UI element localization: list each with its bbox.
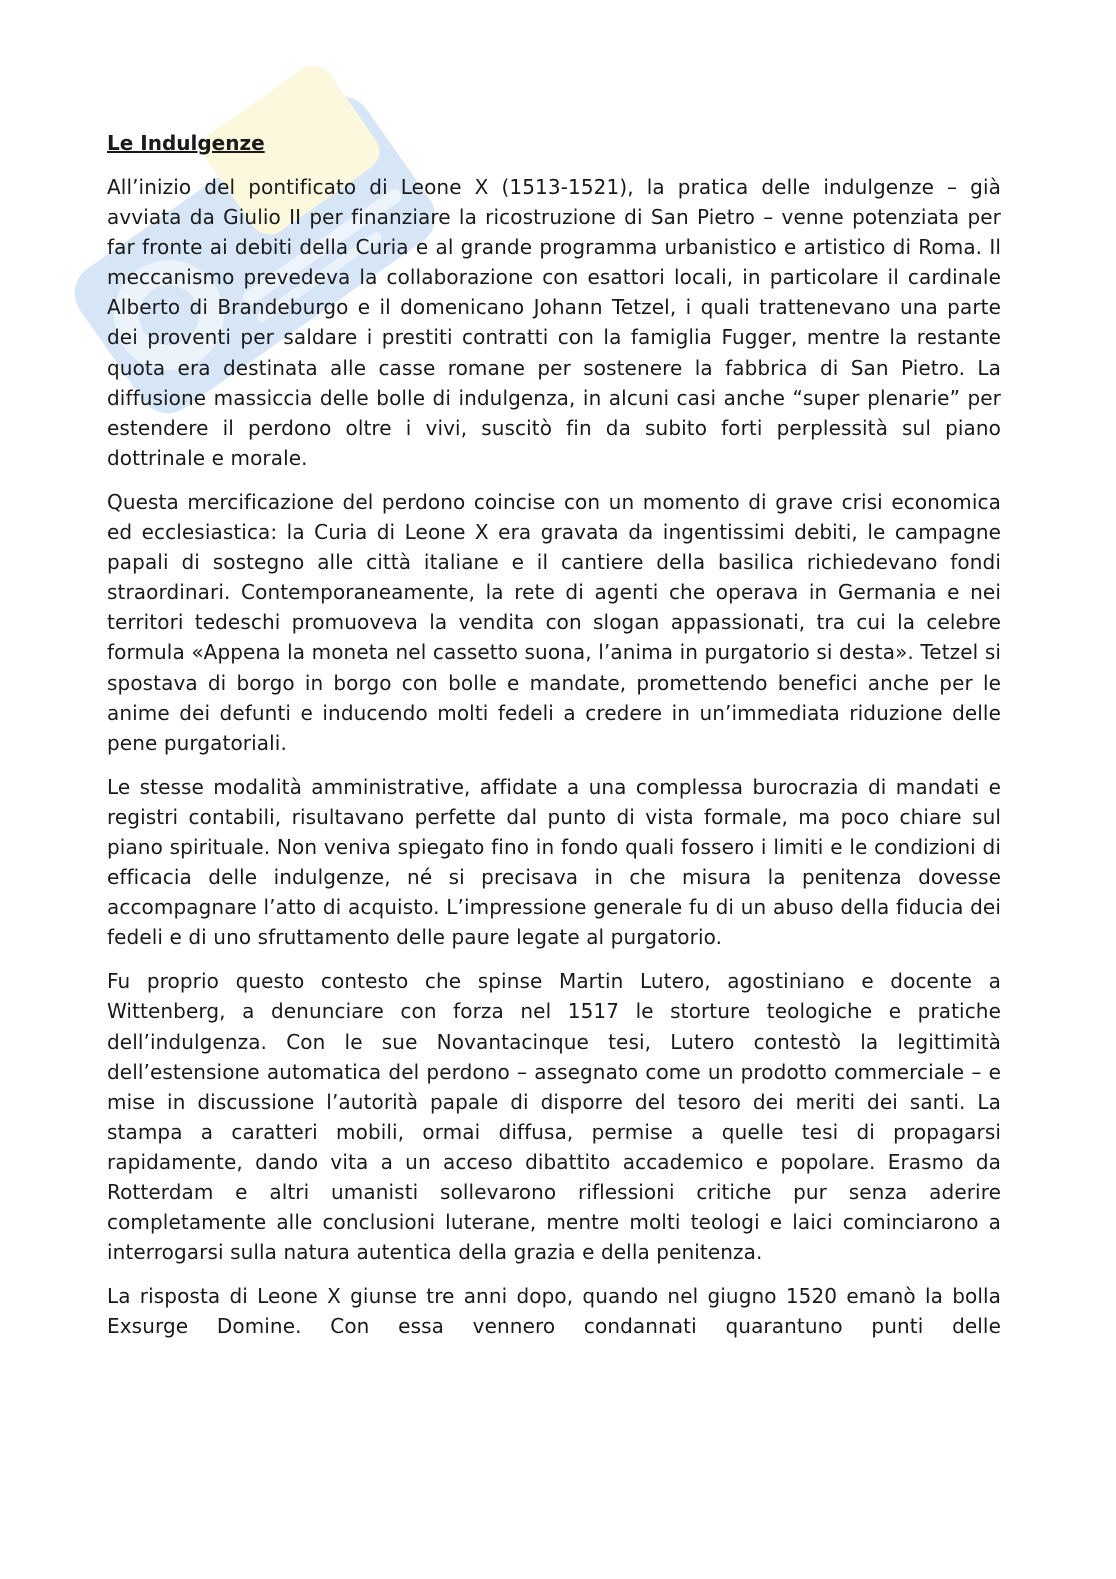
paragraph-5: La risposta di Leone X giunse tre anni dopo, quando nel giugno 1520 emanò la bolla Exsurge Domine. Con essa vennero condannati quarantuno punti delle	[107, 1284, 1001, 1339]
document-title: Le Indulgenze	[107, 131, 265, 155]
document-body	[107, 128, 1001, 1355]
paragraph-1: All’inizio del pontificato di Leone X (1513-1521), la pratica delle indulgenze – già avviata da Giulio II per finanziare la ricostruzione di San Pietro – venne potenziata per far fronte ai debiti della Curia e al grande programma urbanistico e artistico di Roma. Il meccanismo prevedeva la collaborazione con esattori locali, in particolare il cardinale Alberto di Brandeburgo e il domenicano Johann Tetzel, i quali trattenevano una parte dei proventi per saldare i prestiti contratti con la famiglia Fugger, mentre la restante quota era destinata alle casse romane per sostenere la fabbrica di San Pietro. La diffusione massiccia delle bolle di indulgenza, in alcuni casi anche “super plenarie” per estendere il perdono oltre i vivi, suscitò fin da subito forti perplessità sul piano dottrinale e morale.	[107, 175, 1001, 470]
paragraph-2: Questa mercificazione del perdono coincise con un momento di grave crisi economica ed ecclesiastica: la Curia di Leone X era gravata da ingentissimi debiti, le campagne papali di sostegno alle città italiane e il cantiere della basilica richiedevano fondi straordinari. Contemporaneamente, la rete di agenti che operava in Germania e nei territori tedeschi promuoveva la vendita con slogan appassionati, tra cui la celebre formula «Appena la moneta nel cassetto suona, l’anima in purgatorio si desta». Tetzel si spostava di borgo in borgo con bolle e mandate, promettendo benefici anche per le anime dei defunti e inducendo molti fedeli a credere in un’immediata riduzione delle pene purgatoriali.	[107, 489, 1001, 755]
paragraph-3: Le stesse modalità amministrative, affidate a una complessa burocrazia di mandati e registri contabili, risultavano perfette dal punto di vista formale, ma poco chiare sul piano spirituale. Non veniva spiegato fino in fondo quali fossero i limiti e le condizioni di efficacia delle indulgenze, né si precisava in che misura la penitenza dovesse accompagnare l’atto di acquisto. L’impressione generale fu di un abuso della fiducia dei fedeli e di uno sfruttamento delle paure legate al purgatorio.	[107, 774, 1001, 950]
paragraph-4: Fu proprio questo contesto che spinse Martin Lutero, agostiniano e docente a Wittenberg, a denunciare con forza nel 1517 le storture teologiche e pratiche dell’indulgenza. Con le sue Novantacinque tesi, Lutero contestò la legittimità dell’estensione automatica del perdono – assegnato come un prodotto commerciale – e mise in discussione l’autorità papale di disporre del tesoro dei meriti dei santi. La stampa a caratteri mobili, ormai diffusa, permise a quelle tesi di propagarsi rapidamente, dando vita a un acceso dibattito accademico e popolare. Erasmo da Rotterdam e altri umanisti sollevarono riflessioni critiche pur senza aderire completamente alle conclusioni luterane, mentre molti teologi e laici cominciarono a interrogarsi sulla natura autentica della grazia e della penitenza.	[107, 969, 1001, 1265]
